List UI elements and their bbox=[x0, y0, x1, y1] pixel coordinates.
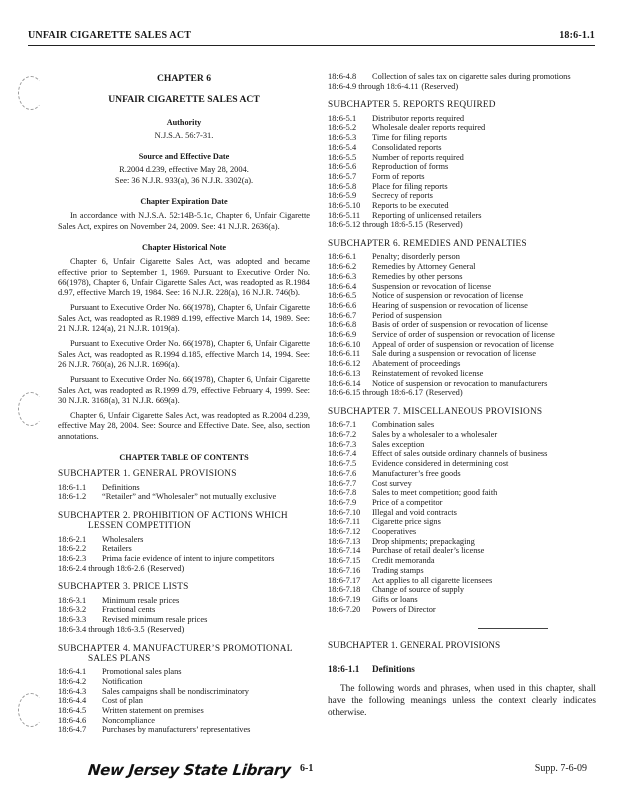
toc-entry: 18:6-7.15 Credit memoranda bbox=[328, 556, 435, 566]
toc-entry: 18:6-6.10 Appeal of order of suspension or revocation of license bbox=[328, 339, 554, 349]
toc-entry: 18:6-5.3 Time for filing reports bbox=[328, 133, 447, 143]
toc-entry: 18:6-4.7 Purchases by manufacturers’ representatives bbox=[58, 725, 251, 735]
toc-entry: 18:6-7.10 Illegal and void contracts bbox=[328, 507, 457, 517]
toc-entry: 18:6-6.7 Period of suspension bbox=[328, 310, 442, 320]
source-line: R.2004 d.239, effective May 28, 2004. bbox=[119, 165, 249, 175]
toc-entry: 18:6-7.16 Trading stamps bbox=[328, 565, 424, 575]
toc-entry: 18:6-7.6 Manufacturer’s free goods bbox=[328, 468, 461, 478]
source-line: See: 36 N.J.R. 933(a), 36 N.J.R. 3302(a). bbox=[114, 175, 254, 185]
toc-entry: 18:6-6.4 Suspension or revocation of license bbox=[328, 281, 492, 291]
running-header bbox=[28, 30, 595, 46]
toc-entry: 18:6-4.8 Collection of sales tax on cigarette sales during promotions bbox=[328, 72, 571, 81]
history-paragraph: Pursuant to Executive Order No. 66(1978), Chapter 6, Unfair Cigarette Sales Act, was readopted as R.1989 d.199, effective March 14, 1989. See: 21 N.J.R. 124(a), 21 N.J.R. 1019(a). bbox=[58, 303, 310, 334]
toc-entry: 18:6-4.1 Promotional sales plans bbox=[58, 667, 182, 677]
left-column bbox=[58, 72, 310, 735]
toc-entry: 18:6-2.1 Wholesalers bbox=[58, 534, 144, 544]
toc-entry: 18:6-7.4 Effect of sales outside ordinary channels of business bbox=[328, 449, 548, 459]
authority-text: N.J.S.A. 56:7-31. bbox=[154, 130, 214, 140]
header-section-number: 18:6-1.1 bbox=[559, 30, 595, 41]
toc-entry: 18:6-5.6 Reproduction of forms bbox=[328, 162, 449, 172]
punch-hole-mark bbox=[18, 392, 44, 426]
section-divider bbox=[478, 628, 548, 629]
toc-entry: 18:6-5.2 Wholesale dealer reports required bbox=[328, 123, 486, 133]
toc-entry: 18:6-6.11 Sale during a suspension or revocation of license bbox=[328, 349, 536, 359]
toc-entry: 18:6-5.4 Consolidated reports bbox=[328, 142, 442, 152]
expiration-heading: Chapter Expiration Date bbox=[140, 197, 228, 207]
toc-entry: 18:6-5.7 Form of reports bbox=[328, 171, 425, 181]
toc-entry: 18:6-7.9 Price of a competitor bbox=[328, 497, 443, 507]
toc-entry: 18:6-6.3 Remedies by other persons bbox=[328, 271, 463, 281]
toc-entry: 18:6-5.9 Secrecy of reports bbox=[328, 191, 433, 201]
authority-heading: Authority bbox=[166, 117, 202, 127]
toc-entry: 18:6-7.8 Sales to meet competition; good faith bbox=[328, 488, 498, 498]
toc-entry: 18:6-4.5 Written statement on premises bbox=[58, 705, 204, 715]
toc-entry: 18:6-3.1 Minimum resale prices bbox=[58, 595, 180, 605]
toc-heading: CHAPTER TABLE OF CONTENTS bbox=[119, 453, 249, 463]
toc-entry: 18:6-6.6 Hearing of suspension or revocation of license bbox=[328, 300, 528, 310]
toc-entry: 18:6-6.1 Penalty; disorderly person bbox=[328, 252, 460, 262]
toc-entry: 18:6-6.2 Remedies by Attorney General bbox=[328, 262, 476, 272]
toc-entry: 18:6-7.19 Gifts or loans bbox=[328, 594, 418, 604]
page-footer bbox=[0, 758, 621, 788]
toc-entry: 18:6-7.17 Act applies to all cigarette licensees bbox=[328, 575, 493, 585]
toc-entry: 18:6-6.9 Service of order of suspension or revocation of license bbox=[328, 330, 555, 340]
toc-entry: 18:6-7.20 Powers of Director bbox=[328, 604, 436, 614]
page-number: 6-1 bbox=[300, 763, 314, 774]
subchapter-5-heading: SUBCHAPTER 5. REPORTS REQUIRED bbox=[328, 100, 496, 111]
toc-entry: 18:6-2.2 Retailers bbox=[58, 544, 132, 554]
subchapter-3-heading: SUBCHAPTER 3. PRICE LISTS bbox=[58, 582, 189, 593]
toc-entry: 18:6-3.2 Fractional cents bbox=[58, 605, 156, 615]
history-heading: Chapter Historical Note bbox=[142, 242, 226, 252]
toc-entry: 18:6-6.8 Basis of order of suspension or revocation of license bbox=[328, 320, 548, 330]
supplement-date: Supp. 7-6-09 bbox=[534, 763, 587, 774]
toc-entry: 18:6-7.2 Sales by a wholesaler to a wholesaler bbox=[328, 429, 498, 439]
toc-entry: 18:6-7.11 Cigarette price signs bbox=[328, 517, 441, 527]
library-stamp: New Jersey State Library bbox=[87, 761, 292, 779]
toc-entry: 18:6-6.5 Notice of suspension or revocation of license bbox=[328, 291, 524, 301]
toc-entry: 18:6-4.6 Noncompliance bbox=[58, 715, 156, 725]
toc-entry: 18:6-1.2 “Retailer” and “Wholesaler” not mutually exclusive bbox=[58, 492, 277, 502]
toc-entry-reserved: 18:6-4.9 through 18:6-4.11 (Reserved) bbox=[328, 81, 459, 91]
toc-entry: 18:6-7.7 Cost survey bbox=[328, 478, 412, 488]
header-title: UNFAIR CIGARETTE SALES ACT bbox=[28, 30, 192, 41]
toc-entry: 18:6-5.1 Distributor reports required bbox=[328, 113, 465, 123]
subchapter-2-heading: SUBCHAPTER 2. PROHIBITION OF ACTIONS WHICH LESSEN COMPETITION bbox=[58, 511, 288, 532]
subchapter-1-heading: SUBCHAPTER 1. GENERAL PROVISIONS bbox=[58, 469, 237, 480]
chapter-name: UNFAIR CIGARETTE SALES ACT bbox=[108, 94, 260, 106]
history-paragraph: Pursuant to Executive Order No. 66(1978), Chapter 6, Unfair Cigarette Sales Act, was readopted as R.1999 d.79, effective February 4, 1999. See: 30 N.J.R. 3168(a), 31 N.J.R. 669(a). bbox=[58, 375, 310, 405]
chapter-number: CHAPTER 6 bbox=[156, 73, 212, 84]
toc-entry: 18:6-5.11 Reporting of unlicensed retailers bbox=[328, 210, 482, 220]
toc-entry: 18:6-5.8 Place for filing reports bbox=[328, 181, 448, 191]
toc-entry: 18:6-4.4 Cost of plan bbox=[58, 696, 143, 706]
toc-entry: 18:6-3.3 Revised minimum resale prices bbox=[58, 615, 208, 625]
subchapter-6-heading: SUBCHAPTER 6. REMEDIES AND PENALTIES bbox=[328, 239, 527, 250]
right-column bbox=[328, 72, 596, 719]
toc-entry: 18:6-7.14 Purchase of retail dealer’s license bbox=[328, 546, 485, 556]
toc-entry: 18:6-7.18 Change of source of supply bbox=[328, 585, 465, 595]
definitions-section-heading: 18:6-1.1 Definitions bbox=[328, 663, 415, 674]
source-heading: Source and Effective Date bbox=[138, 152, 230, 162]
toc-entry: 18:6-5.10 Reports to be executed bbox=[328, 201, 449, 211]
body-subchapter-heading: SUBCHAPTER 1. GENERAL PROVISIONS bbox=[328, 641, 501, 652]
history-paragraph: Chapter 6, Unfair Cigarette Sales Act, was readopted as R.2004 d.239, effective May 28, 2004. See: Source and Effective Date. See, also, section annotations. bbox=[58, 411, 310, 441]
punch-hole-mark bbox=[18, 693, 44, 727]
definitions-text: The following words and phrases, when used in this chapter, shall have the following meanings unless the context clearly indicates otherwise. bbox=[328, 683, 596, 718]
subchapter-7-heading: SUBCHAPTER 7. MISCELLANEOUS PROVISIONS bbox=[328, 406, 543, 417]
punch-hole-mark bbox=[18, 76, 44, 110]
toc-entry: 18:6-7.1 Combination sales bbox=[328, 420, 435, 430]
toc-entry-reserved: 18:6-2.4 through 18:6-2.6 (Reserved) bbox=[58, 563, 185, 573]
subchapter-4-heading: SUBCHAPTER 4. MANUFACTURER’S PROMOTIONAL SALES PLANS bbox=[58, 643, 293, 664]
history-paragraph: Chapter 6, Unfair Cigarette Sales Act, was adopted and became effective prior to September 1, 1969. Pursuant to Executive Order No. 66(1978), Chapter 6, Unfair Cigarette Sales Act, was readopted as R.1984 d.97, effective March 19, 1984. See: 16 N.J.R. 228(a), 16 N.J.R. 746(b). bbox=[58, 257, 310, 298]
toc-entry: 18:6-4.2 Notification bbox=[58, 676, 143, 686]
toc-entry-reserved: 18:6-5.12 through 18:6-5.15 (Reserved) bbox=[328, 220, 463, 230]
toc-entry: 18:6-4.3 Sales campaigns shall be nondiscriminatory bbox=[58, 686, 249, 696]
toc-entry: 18:6-5.5 Number of reports required bbox=[328, 152, 464, 162]
toc-entry: 18:6-6.12 Abatement of proceedings bbox=[328, 359, 461, 369]
toc-entry-reserved: 18:6-3.4 through 18:6-3.5 (Reserved) bbox=[58, 624, 185, 634]
toc-entry: 18:6-1.1 Definitions bbox=[58, 482, 140, 492]
toc-entry: 18:6-6.13 Reinstatement of revoked license bbox=[328, 368, 484, 378]
toc-entry: 18:6-7.12 Cooperatives bbox=[328, 527, 417, 537]
history-paragraph: Pursuant to Executive Order No. 66(1978), Chapter 6, Unfair Cigarette Sales Act, was readopted as R.1994 d.185, effective March 14, 1994. See: 26 N.J.R. 760(a), 26 N.J.R. 1696(a). bbox=[58, 339, 310, 369]
expiration-text: In accordance with N.J.S.A. 52:14B-5.1c, Chapter 6, Unfair Cigarette Sales Act, expires on November 24, 2009. See: 41 N.J.R. 2636(a). bbox=[58, 211, 310, 231]
toc-entry-reserved: 18:6-6.15 through 18:6-6.17 (Reserved) bbox=[328, 388, 463, 398]
toc-entry: 18:6-2.3 Prima facie evidence of intent to injure competitors bbox=[58, 554, 275, 564]
toc-entry: 18:6-6.14 Notice of suspension or revocation to manufacturers bbox=[328, 378, 548, 388]
toc-entry: 18:6-7.3 Sales exception bbox=[328, 439, 425, 449]
toc-entry: 18:6-7.5 Evidence considered in determining cost bbox=[328, 459, 509, 469]
toc-entry: 18:6-7.13 Drop shipments; prepackaging bbox=[328, 536, 475, 546]
